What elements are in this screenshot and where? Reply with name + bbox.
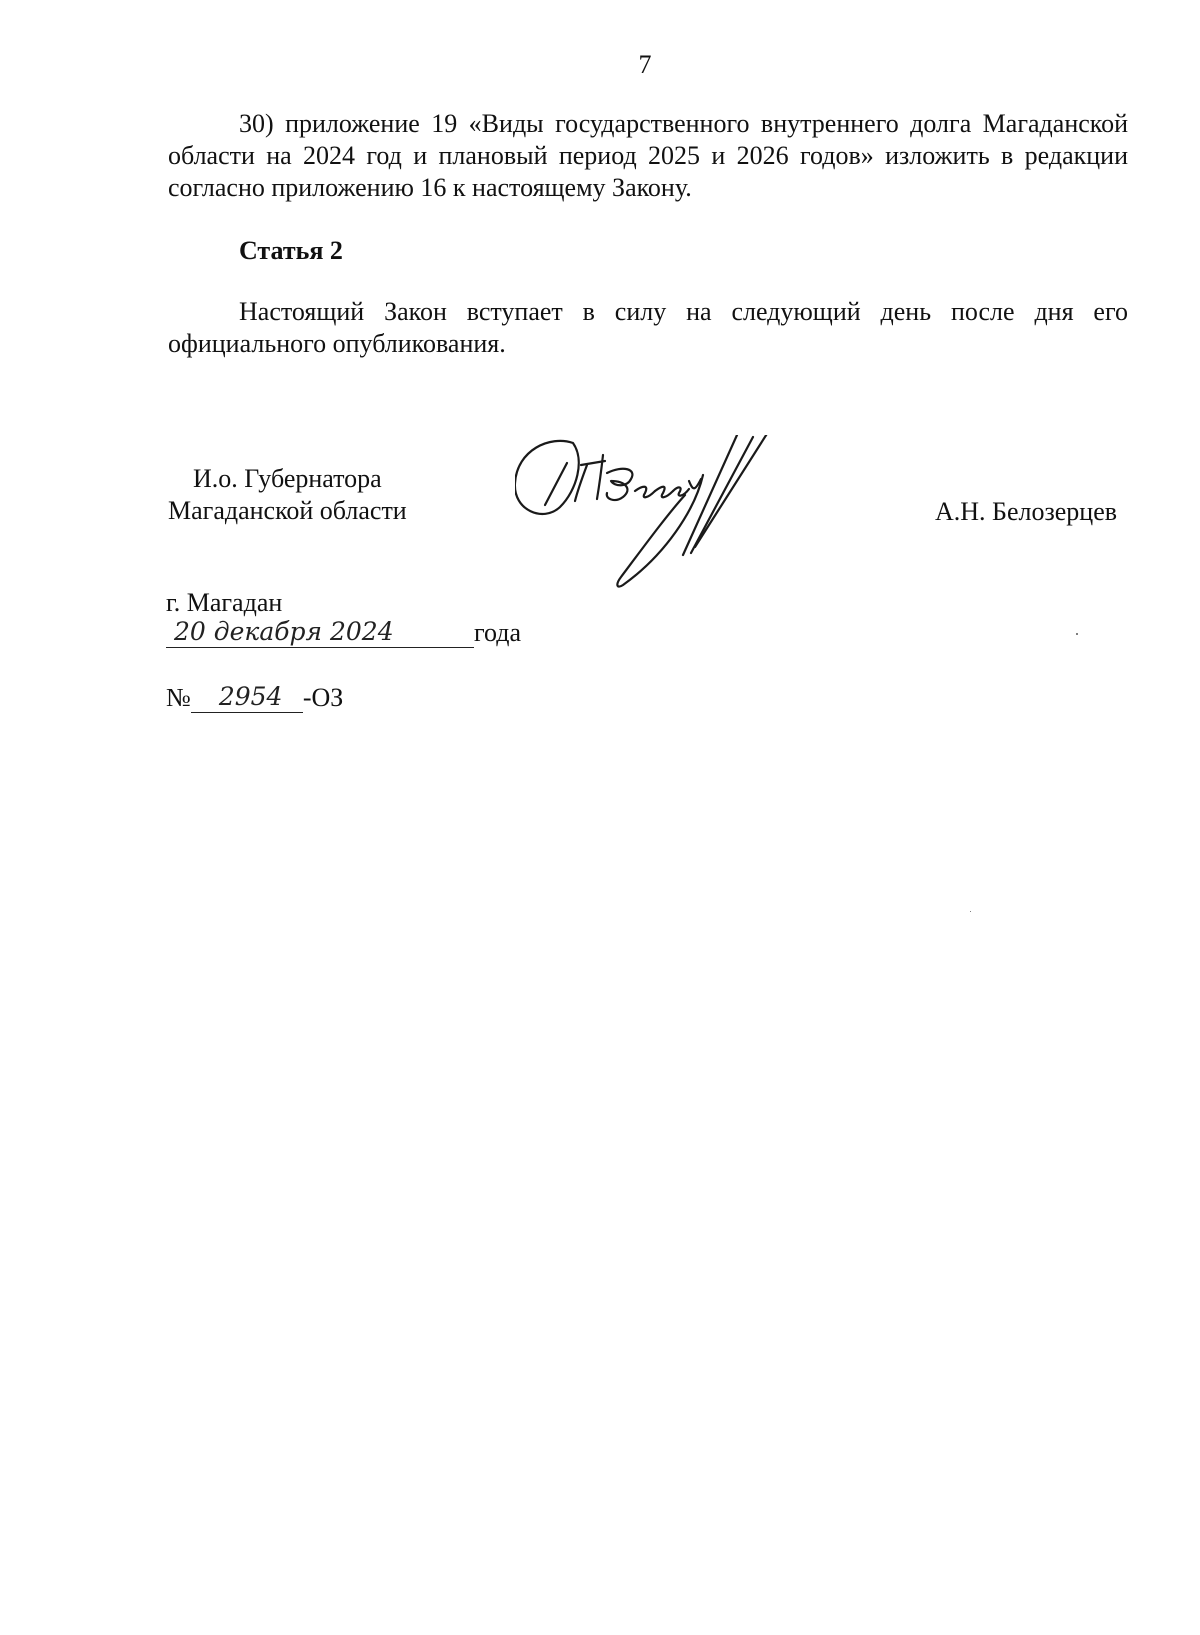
handwritten-law-number: 2954 xyxy=(191,682,303,713)
place-of-signing: г. Магадан xyxy=(166,588,283,617)
item-30-paragraph: 30) приложение 19 «Виды государственного внутреннего долга Магаданской области на 2024 год и плановый период 2025 и 2026 годов» изложить в редакции согласно приложению 16 к настоящему Закону. xyxy=(168,109,1128,202)
law-number-suffix: -ОЗ xyxy=(302,683,344,712)
page-number: 7 xyxy=(638,50,652,79)
scan-speck xyxy=(1076,633,1078,635)
signatory-title xyxy=(168,463,407,527)
law-number-line xyxy=(166,682,343,713)
handwritten-date: 20 декабря 2024 xyxy=(166,617,474,648)
signatory-name: А.Н. Белозерцев xyxy=(935,497,1118,526)
date-line xyxy=(166,617,521,648)
scan-speck xyxy=(970,911,971,912)
signature-image xyxy=(515,435,815,610)
signatory-title-line2: Магаданской области xyxy=(168,496,407,525)
article-text: Настоящий Закон вступает в силу на следующий день после дня его официального опубликования. xyxy=(168,297,1128,358)
signatory-title-line1: И.о. Губернатора xyxy=(192,464,382,493)
date-suffix: года xyxy=(474,618,522,647)
number-sign: № xyxy=(166,683,191,712)
article-heading: Статья 2 xyxy=(239,236,343,265)
